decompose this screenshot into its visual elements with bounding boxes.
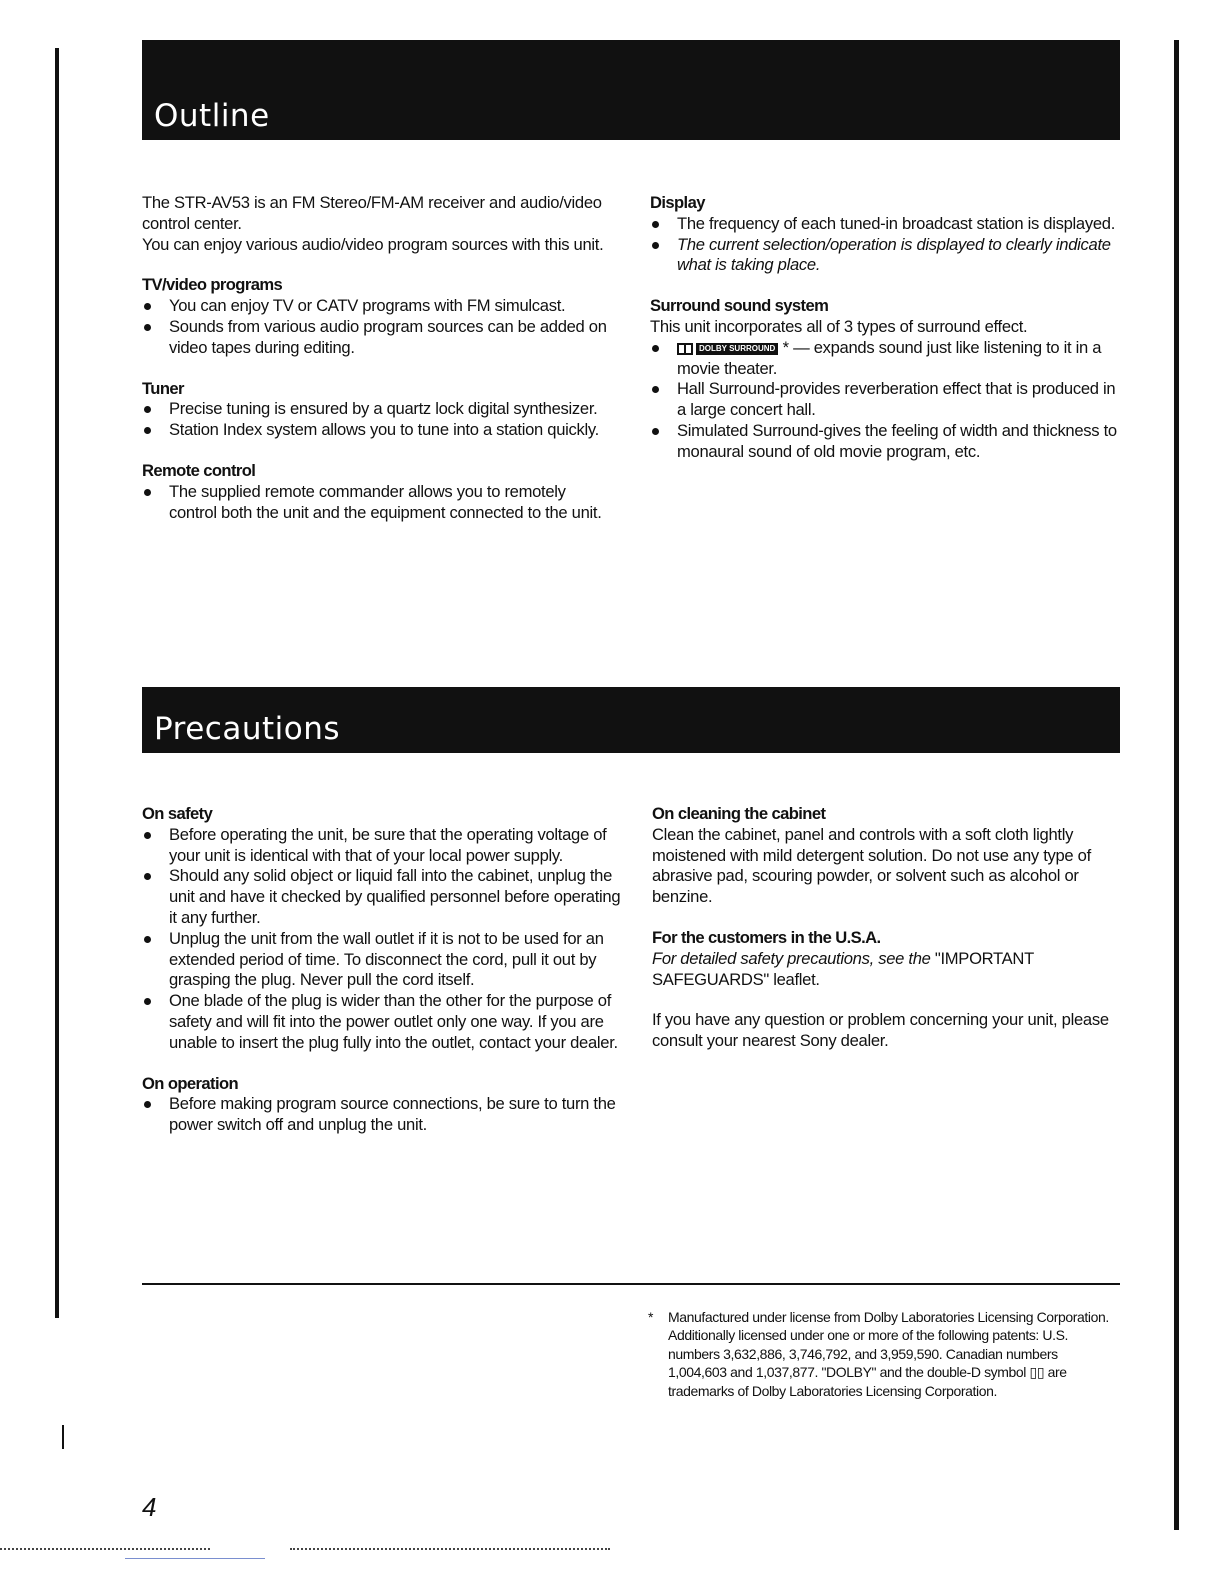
surround-intro: This unit incorporates all of 3 types of surround effect. — [650, 316, 1028, 336]
dolby-surround-logo-text: DOLBY SURROUND — [696, 343, 778, 355]
list-item: Before making program source connections, be sure to turn the power switch off and unplug the unit. — [142, 1094, 622, 1136]
outline-intro — [142, 193, 617, 255]
list-item — [650, 338, 1120, 380]
cleaning-section — [652, 804, 1120, 908]
outline-title: Outline — [154, 98, 270, 134]
outline-left-column — [142, 193, 617, 543]
list-item: Should any solid object or liquid fall into the cabinet, unplug the unit and have it checked by qualified personnel before operating it any further. — [142, 866, 622, 928]
footnote-rule — [142, 1283, 1120, 1285]
scan-artifact-dots-left — [0, 1548, 210, 1551]
tuner-section — [142, 379, 617, 441]
list-item: You can enjoy TV or CATV programs with FM simulcast. — [142, 296, 617, 317]
intro-line-1: The STR-AV53 is an FM Stereo/FM-AM receiver and audio/video control center. — [142, 193, 602, 233]
tuner-heading: Tuner — [142, 378, 184, 398]
operation-heading: On operation — [142, 1073, 239, 1093]
list-item: Hall Surround-provides reverberation effect that is produced in a large concert hall. — [650, 379, 1120, 421]
list-item: Before operating the unit, be sure that the operating voltage of your unit is identical with that of your local power supply. — [142, 825, 622, 867]
tv-video-heading: TV/video programs — [142, 275, 283, 295]
usa-text — [652, 949, 1120, 991]
precautions-banner — [142, 687, 1120, 753]
display-heading: Display — [650, 193, 705, 212]
cleaning-heading: On cleaning the cabinet — [652, 804, 826, 823]
precautions-left-column — [142, 804, 622, 1156]
operation-section — [142, 1074, 622, 1136]
cleaning-text: Clean the cabinet, panel and controls with a soft cloth lightly moistened with mild detergent solution. Do not use any type of abrasive pad, scouring powder, or solvent such as alcohol or benzine. — [652, 824, 1091, 907]
footnote-text: Manufactured under license from Dolby Laboratories Licensing Corporation. Additionally licensed under one or more of the following patents: U.S. numbers 3,632,886, 3,746,792, and 3,959,590. Canadian numbers 1,004,603 and 1,037,877. "DOLBY" and the double-D symbol ▯▯ are trademarks of Dolby Laboratories Licensing Corporation. — [668, 1309, 1109, 1399]
dolby-surround-logo — [677, 343, 778, 355]
dolby-surround-description: * — expands sound just like listening to it in a movie theater. — [677, 337, 1102, 378]
usa-text-rest: "IMPORTANT SAFEGUARDS" leaflet. — [652, 948, 1034, 989]
list-item: Unplug the unit from the wall outlet if it is not to be used for an extended period of time. To disconnect the cord, pull it out by grasping the plug. Never pull the cord itself. — [142, 929, 622, 991]
outline-right-column — [650, 193, 1120, 483]
usa-heading: For the customers in the U.S.A. — [652, 927, 881, 947]
surround-section — [650, 296, 1120, 462]
surround-heading: Surround sound system — [650, 296, 829, 316]
usa-text-italic: For detailed safety precautions, see the — [652, 948, 931, 968]
left-margin-tick — [62, 1425, 64, 1449]
list-item: One blade of the plug is wider than the other for the purpose of safety and will fit into the power outlet only one way. If you are unable to insert the plug fully into the outlet, contact your dealer. — [142, 991, 622, 1053]
remote-heading: Remote control — [142, 460, 256, 480]
scan-artifact-underline — [125, 1558, 265, 1559]
double-d-icon — [677, 343, 693, 355]
list-item: The supplied remote commander allows you to remotely control both the unit and the equipment connected to the unit. — [142, 482, 617, 524]
list-item: The frequency of each tuned-in broadcast station is displayed. — [650, 214, 1120, 235]
precautions-right-column — [652, 804, 1120, 1052]
remote-section — [142, 461, 617, 523]
list-item: Station Index system allows you to tune into a station quickly. — [142, 420, 617, 441]
dolby-footnote — [648, 1308, 1112, 1400]
page-number: 4 — [142, 1492, 157, 1522]
scan-artifact-dots-right — [290, 1548, 610, 1551]
outline-banner — [142, 40, 1120, 140]
left-margin-rule — [55, 48, 59, 1318]
usa-section — [652, 928, 1120, 990]
contact-dealer-text: If you have any question or problem concerning your unit, please consult your nearest Sony dealer. — [652, 1010, 1109, 1051]
footnote-star: * — [648, 1309, 654, 1325]
safety-heading: On safety — [142, 804, 213, 823]
right-margin-rule — [1174, 40, 1179, 1530]
list-item: Simulated Surround-gives the feeling of width and thickness to monaural sound of old movie program, etc. — [650, 421, 1120, 463]
intro-line-2: You can enjoy various audio/video program sources with this unit. — [142, 234, 604, 254]
safety-section — [142, 804, 622, 1054]
list-item: Sounds from various audio program sources can be added on video tapes during editing. — [142, 317, 617, 359]
tv-video-section — [142, 275, 617, 358]
list-item: The current selection/operation is displayed to clearly indicate what is taking place. — [650, 235, 1120, 277]
precautions-title: Precautions — [154, 711, 341, 747]
list-item: Precise tuning is ensured by a quartz lock digital synthesizer. — [142, 399, 617, 420]
display-section — [650, 193, 1120, 276]
